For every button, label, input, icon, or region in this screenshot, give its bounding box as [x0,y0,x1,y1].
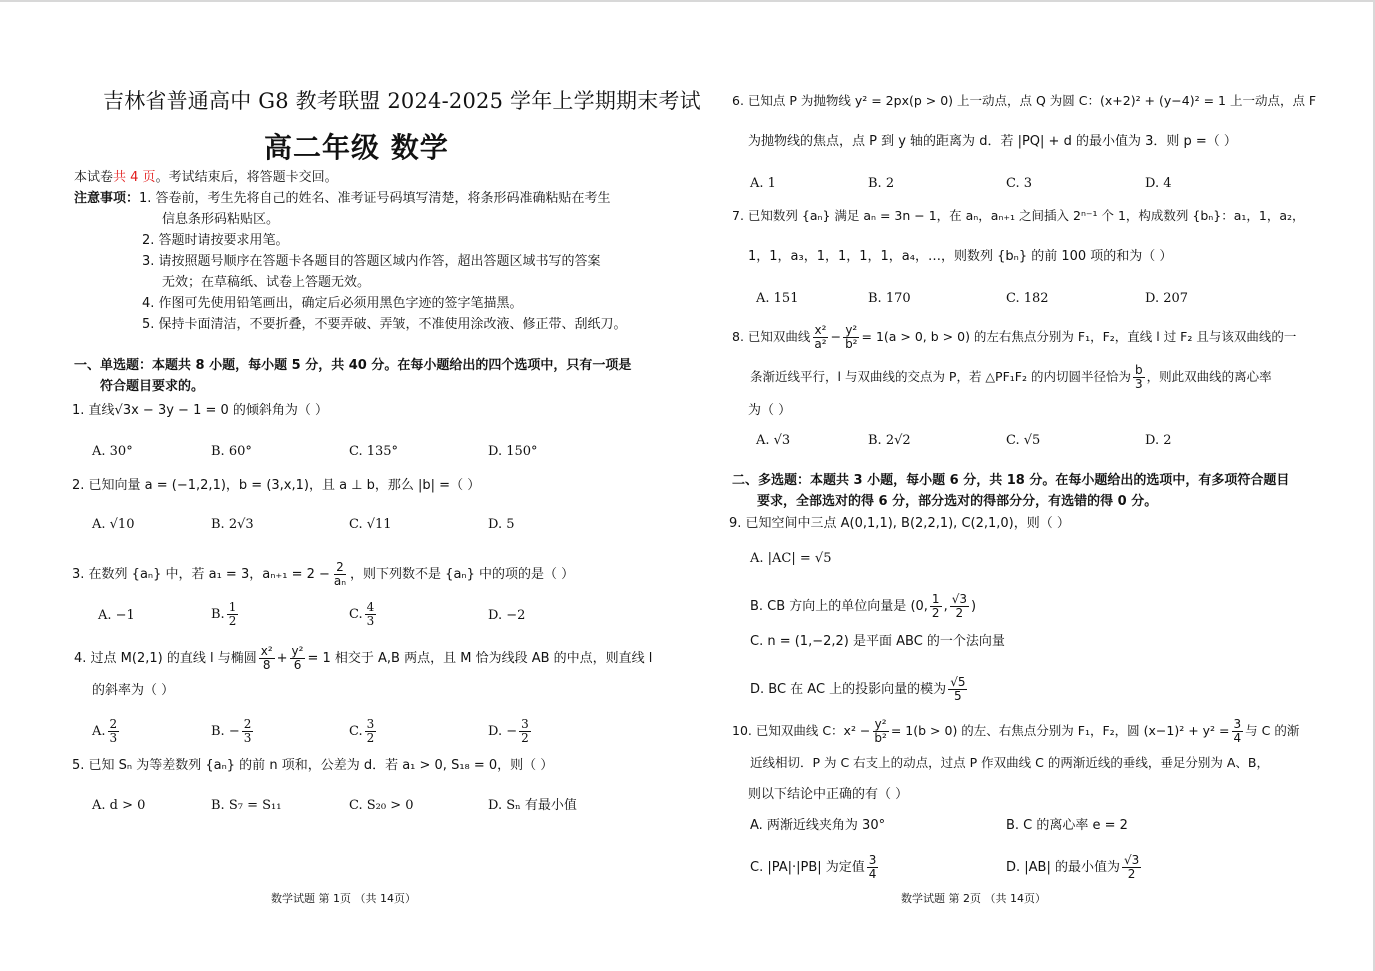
q1-option-b: B. 60° [211,444,252,459]
q1-option-a: A. 30° [92,444,133,459]
q8-option-a: A. √3 [756,433,791,448]
exam-subject: 高二年级 数学 [264,131,449,164]
q3-c-num: 4 [366,600,375,614]
section-2-heading: 二、多选题：本题共 3 小题，每小题 6 分，共 18 分。在每小题给出的选项中，有多项符合题目 [732,473,1290,488]
q9-option-a: A. |AC| = √5 [750,551,832,566]
q4-option-d [488,717,533,747]
q9-d-text: D. BC 在 AC 上的投影向量的模为 [750,682,947,697]
question-1-stem: 1. 直线√3x − 3y − 1 = 0 的倾斜角为（ ） [72,403,329,418]
q10-stem-part-b: = 1(b > 0) 的左、右焦点分别为 F₁，F₂，圆 (x−1)² + y² = [890,723,1230,738]
note-3-cont: 无效；在草稿纸、试卷上答题无效。 [162,275,371,290]
question-7-stem: 7. 已知数列 {aₙ} 满足 aₙ = 3n − 1，在 aₙ，aₙ₊₁ 之间插入 2ⁿ⁻¹ 个 1，构成数列 {bₙ}：a₁，1，a₂， [732,208,1305,223]
q8-radius-frac [1133,364,1145,391]
q9-d-num: √5 [950,675,966,689]
q5-option-b: B. S₇ = S₁₁ [211,798,282,813]
q9-option-b: B. CB 方向上的单位向量是 (0, $\frac{1}{2}$ , $\frac{√3}{2}$ ) [750,592,977,620]
question-8-stem-2 [750,360,1272,394]
q5-option-a: A. d > 0 [92,798,146,813]
q8-hyp-y [843,324,859,351]
q10-d-opt-den: 2 [1127,867,1136,881]
section-1-heading: 一、单选题：本题共 8 小题，每小题 5 分，共 40 分。在每小题给出的四个选项中，只有一项是 [74,358,632,373]
question-7-stem-2: 1，1，a₃，1，1，1，1，a₄，…，则数列 {bₙ} 的前 100 项的和为（ ） [748,249,1173,264]
q6-option-c: C. 3 [1006,176,1033,191]
q7-option-b: B. 170 [868,291,911,306]
q3-b-den: 2 [228,614,237,628]
q4-stem-part-a: 4. 过点 M(2,1) 的直线 l 与椭圆 [74,651,257,666]
q10-h-num: y² [874,717,887,731]
q2-option-a: A. √10 [92,517,135,532]
q9-b-text: B. CB 方向上的单位向量是 (0, [750,599,928,614]
note-3: 3. 请按照题号顺序在答题卡各题目的答题区域内作答，超出答题区域书写的答案 [142,254,601,269]
q9-option-c: C. n = (1,−2,2) 是平面 ABC 的一个法向量 [750,634,1005,649]
q4-a-frac [108,718,120,745]
q8-stem-part-b: = 1(a > 0, b > 0) 的左右焦点分别为 F₁，F₂，直线 l 过 F₂ 且与该双曲线的一 [861,329,1297,344]
q4-x-num: x² [260,644,273,658]
q3-stem-part-b: ，则下列数不是 {aₙ} 中的项的是（ ） [350,567,575,582]
q3-option-c-label: C. [349,607,363,622]
q4-c-den: 2 [366,731,375,745]
q8-y-den: b² [845,337,858,351]
question-10-stem-3: 则以下结论中正确的有（ ） [748,787,909,802]
question-10-stem-2: 近线相切．P 为 C 右支上的动点，过点 P 作双曲线 C 的两渐近线的垂线，垂足分别为 A、B， [750,755,1269,770]
q1-option-c: C. 135° [349,444,399,459]
intro-text: 本试卷 [74,170,114,185]
section-2-heading-cont: 要求，全部选对的得 6 分，部分选对的得部分分，有选错的得 0 分。 [757,494,1158,509]
q9-b-den-1: 2 [931,606,940,620]
q8-line2-part-a: 条渐近线平行，l 与双曲线的交点为 P，若 △PF₁F₂ 的内切圆半径恰为 [750,369,1131,384]
q8-x-num: x² [814,323,827,337]
q10-c-text: C. |PA|·|PB| 为定值 [750,860,865,875]
page-top-edge [0,0,1375,2]
q8-line2-part-b: ，则此双曲线的离心率 [1146,369,1272,384]
footer-right: 数学试题 第 2页 （共 14页） [901,892,1046,905]
q4-a-label: A. [92,724,106,739]
q3-option-d: D. −2 [488,608,526,623]
q10-option-d [1006,851,1143,885]
q4-b-frac [242,718,254,745]
q4-c-num: 3 [366,717,375,731]
q4-c-frac [365,718,377,745]
note-1-cont: 信息条形码粘贴区。 [162,212,280,227]
q10-c-frac [867,854,879,881]
intro-line [74,170,338,186]
q8-option-b: B. 2√2 [868,433,911,448]
q9-b-num-1: 1 [931,592,940,606]
question-10-stem [732,714,1299,748]
q4-stem-part-b: = 1 相交于 A,B 两点，且 M 恰为线段 AB 的中点，则直线 l [307,651,653,666]
q10-h-den: b² [874,731,887,745]
q10-stem-part-c: 与 C 的渐 [1245,723,1300,738]
q9-option-d [750,673,969,707]
q9-b-close: ) [970,599,977,614]
q6-option-a: A. 1 [750,176,776,191]
page-count-highlight: 共 4 页 [113,170,156,185]
q2-option-d: D. 5 [488,517,515,532]
q9-d-frac [948,676,967,703]
question-8-stem: 8. 已知双曲线 $\frac{\text{x²}}{\text{a²}}$ − $\frac{\text{y²}}{\text{b²}}$ = 1(a > 0, b > 0) 的左右焦点分别为 F₁，F₂，直线 l 过 F₂ 且与该双曲线的一 [732,323,1297,351]
note-5: 5. 保持卡面清洁，不要折叠，不要弄破、弄皱，不准使用涂改液、修正带、刮纸刀。 [142,317,627,332]
q2-option-b: B. 2√3 [211,517,254,532]
note-4: 4. 作图可先使用铅笔画出，确定后必须用黑色字迹的签字笔描黑。 [142,296,523,311]
q10-d-text: D. |AB| 的最小值为 [1006,860,1120,875]
q3-stem-part-a: 3. 在数列 {aₙ} 中，若 a₁ = 3，aₙ₊₁ = 2 − [72,567,330,582]
q3-option-c [349,600,378,630]
q8-option-c: C. √5 [1006,433,1041,448]
q10-hyp-frac [872,718,888,745]
q9-b-frac-2 [950,593,969,620]
q10-option-b: B. C 的离心率 e = 2 [1006,818,1128,833]
question-3-stem [72,558,574,592]
question-2-stem: 2. 已知向量 a = (−1,2,1)，b = (3,x,1)，且 a ⊥ b，那么 |b| =（ ） [72,478,481,493]
q4-c-label: C. [349,724,363,739]
q4-a-num: 2 [109,717,118,731]
q4-y-num: y² [291,644,304,658]
q7-option-d: D. 207 [1145,291,1189,306]
q9-b-num-2: √3 [951,592,967,606]
q2-option-c: C. √11 [349,517,392,532]
q6-option-d: D. 4 [1145,176,1172,191]
q3-option-b [211,600,240,630]
q10-option-a: A. 两渐近线夹角为 30° [750,818,886,833]
exam-title: 吉林省普通高中 G8 教考联盟 2024-2025 学年上学期期末考试 [103,89,701,113]
q3-b-num: 1 [228,600,237,614]
q10-d-frac [1122,854,1141,881]
q10-d-opt-num: √3 [1123,853,1140,867]
q7-option-a: A. 151 [756,291,799,306]
q10-c-opt-num: 3 [868,853,877,867]
intro-text-tail: 。考试结束后，将答题卡交回。 [155,170,338,185]
q7-option-c: C. 182 [1006,291,1049,306]
q10-option-c [750,851,880,885]
q10-c-num: 3 [1233,717,1242,731]
q8-hyp-x [812,324,828,351]
notes-line-1 [74,191,611,207]
section-1-heading-cont: 符合题目要求的。 [100,379,205,394]
q4-x-den: 8 [262,658,271,672]
q4-b-den: 3 [243,731,252,745]
q10-circle-frac [1232,718,1244,745]
notes-label: 注意事项： [74,191,140,206]
q10-c-den: 4 [1233,731,1242,745]
note-1: 1. 答卷前，考生先将自己的姓名、准考证号码填写清楚，将条形码准确粘贴在考生 [139,191,611,206]
q4-d-frac [519,718,531,745]
q4-option-c [349,717,378,747]
q10-stem-part-a: 10. 已知双曲线 C：x² − [732,723,871,738]
q3-option-c-frac [365,601,377,628]
footer-left: 数学试题 第 1页 （共 14页） [271,892,416,905]
q4-b-num: 2 [243,717,252,731]
q3-option-b-label: B. [211,607,225,622]
q4-d-den: 2 [521,731,529,745]
q4-option-b [211,717,255,747]
q4-b-label: B. − [211,724,240,739]
q3-option-a: A. −1 [98,608,135,623]
q9-b-den-2: 2 [955,606,964,620]
q10-c-opt-den: 4 [868,867,877,881]
question-6-stem-2: 为抛物线的焦点，点 P 到 y 轴的距离为 d．若 |PQ| + d 的最小值为 3．则 p =（ ） [748,134,1237,149]
q8-r-den: 3 [1134,377,1143,391]
question-9-stem: 9. 已知空间中三点 A(0,1,1), B(2,2,1), C(2,1,0)，则（ ） [729,516,1070,531]
question-4-stem: 4. 过点 M(2,1) 的直线 l 与椭圆 $\frac{\text{x²}}{8}$ + $\frac{\text{y²}}{6}$ = 1 相交于 A,B 两点，且 M 恰为线段 AB 的中点，则直线 l [74,644,653,672]
q4-ellipse-x [259,645,275,672]
q4-y-den: 6 [293,658,302,672]
q8-x-den: a² [814,337,827,351]
q4-option-a [92,717,121,747]
q4-d-num: 3 [521,717,529,731]
q3-frac-num: 2 [336,560,344,574]
question-5-stem: 5. 已知 Sₙ 为等差数列 {aₙ} 的前 n 项和，公差为 d．若 a₁ > 0, S₁₈ = 0，则（ ） [72,758,554,773]
q9-b-frac-1 [930,593,942,620]
q6-option-b: B. 2 [868,176,895,191]
q4-d-label: D. − [488,724,518,739]
q8-r-num: b [1134,363,1143,377]
question-6-stem: 6. 已知点 P 为抛物线 y² = 2px(p > 0) 上一动点，点 Q 为圆 C：(x+2)² + (y−4)² = 1 上一动点，点 F [732,93,1317,108]
q4-a-den: 3 [109,731,118,745]
q5-option-c: C. S₂₀ > 0 [349,798,414,813]
q3-frac-den: aₙ [333,574,347,588]
q3-c-den: 3 [366,614,375,628]
q3-fraction [332,561,348,588]
q4-stem-line-2: 的斜率为（ ） [92,683,175,698]
note-2: 2. 答题时请按要求用笔。 [142,233,289,248]
q8-y-num: y² [845,323,858,337]
q8-stem-part-a: 8. 已知双曲线 [732,329,811,344]
question-8-stem-3: 为（ ） [748,403,792,418]
q1-option-d: D. 150° [488,444,538,459]
q9-d-den: 5 [954,689,962,703]
q3-option-b-frac [227,601,239,628]
q8-option-d: D. 2 [1145,433,1172,448]
q5-option-d: D. Sₙ 有最小值 [488,798,577,813]
q4-ellipse-y [290,645,306,672]
